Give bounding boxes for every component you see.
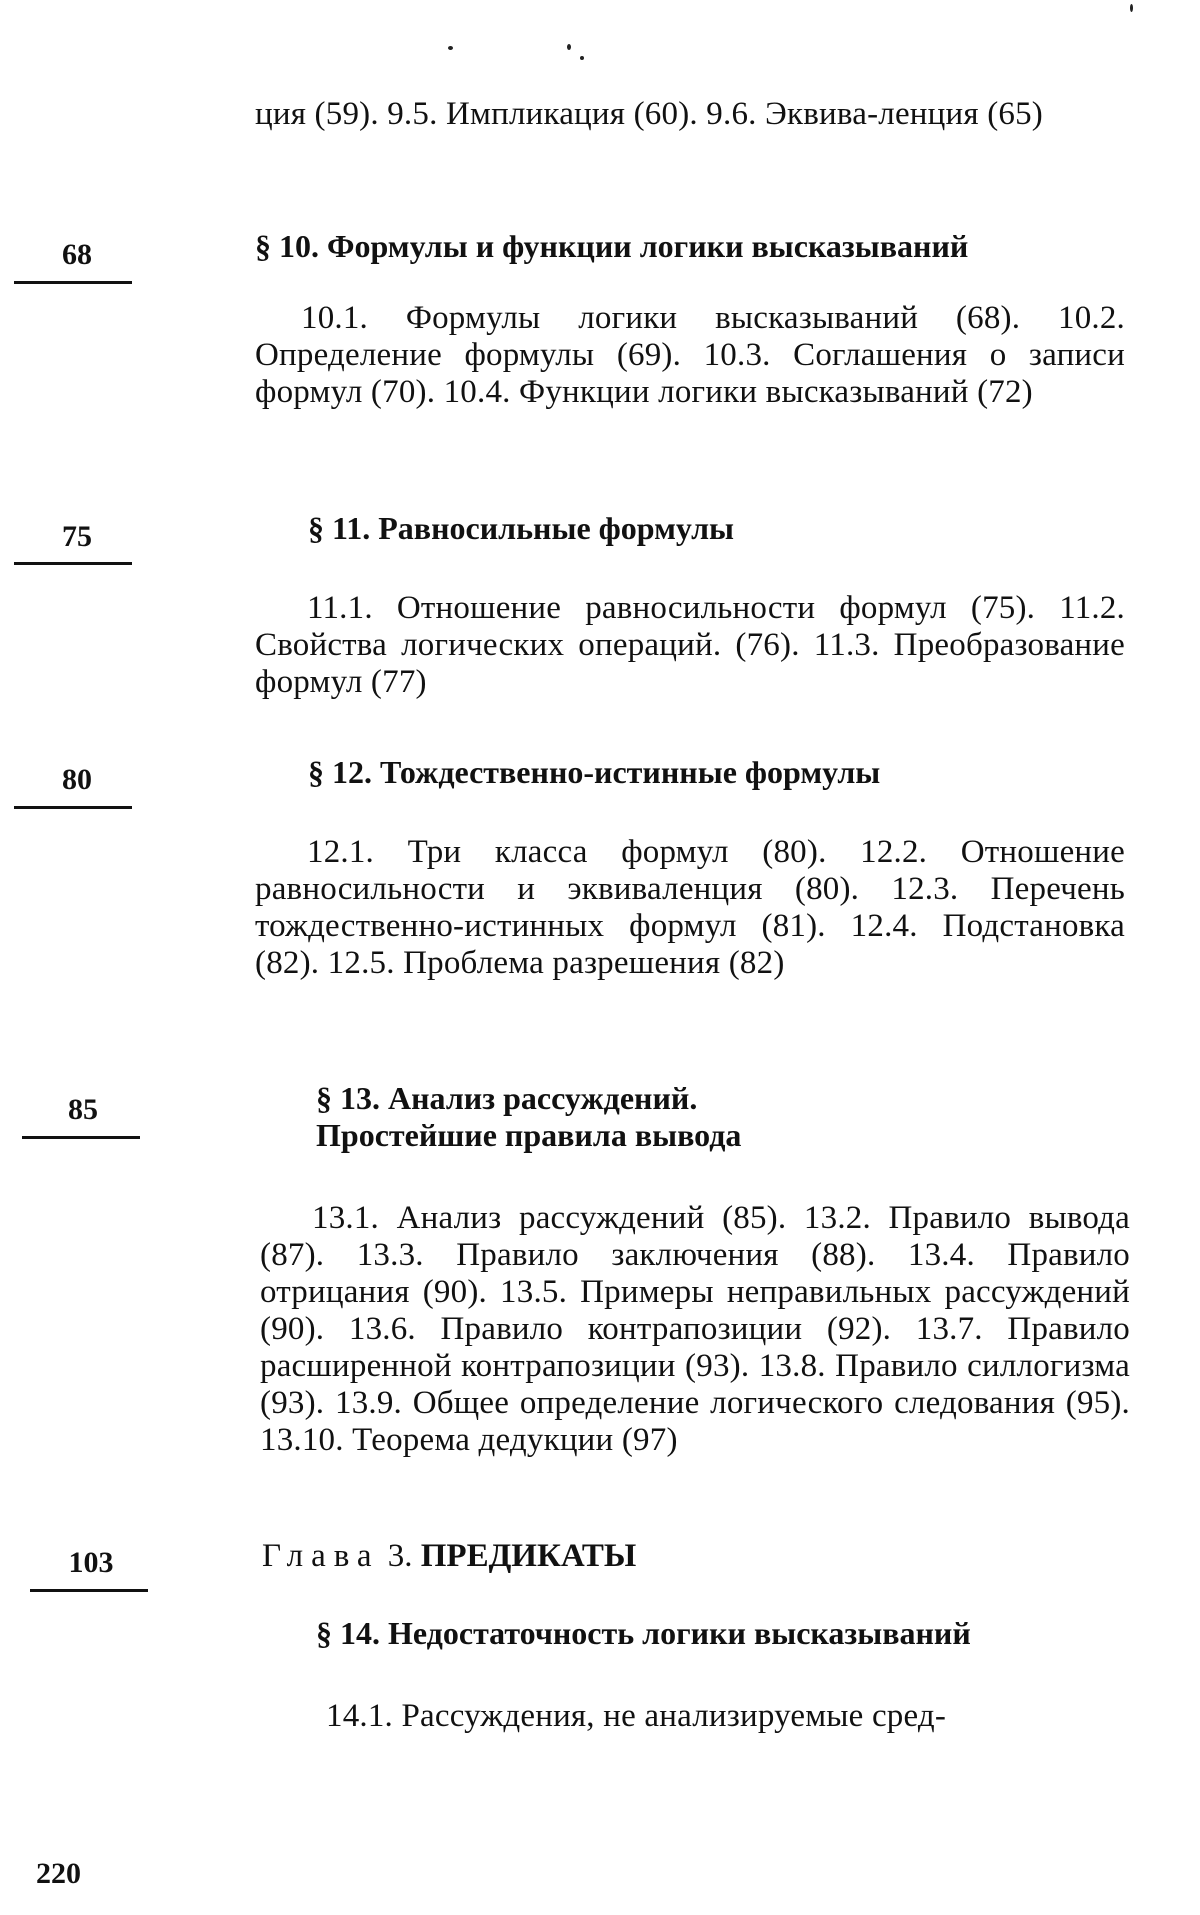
continued-text: ция (59). 9.5. Импликация (60). 9.6. Эквива-ленция (65) (255, 96, 1043, 132)
section-12-heading: § 12. Тождественно-истинные формулы (308, 754, 881, 790)
chapter-number: 3. (387, 1538, 413, 1574)
section-12-text: 12.1. Три класса формул (80). 12.2. Отношение равносильности и эквиваленция (80). 12.3. Перечень тождественно-истинных формул (81). 12.4. Подстановка (82). 12.5. Проблема разрешения (82) (255, 834, 1125, 981)
section-13-text: 13.1. Анализ рассуждений (85). 13.2. Правило вывода (87). 13.3. Правило заключения (88). 13.4. Правило отрицания (90). 13.5. Примеры неправильных рассуждений (90). 13.6. Правило контрапозиции (92). 13.7. Правило расширенной контрапозиции (93). 13.8. Правило силлогизма (93). 13.9. Общее определение логического следования (95). 13.10. Теорема дедукции (97) (260, 1200, 1130, 1458)
section-14-heading: § 14. Недостаточность логики высказываний (316, 1615, 971, 1651)
print-speck (1130, 4, 1133, 12)
section-13-heading-line2: Простейшие правила вывода (316, 1117, 742, 1153)
page-number-85: 85 (68, 1093, 98, 1126)
print-speck (580, 56, 584, 60)
section-11-text: 11.1. Отношение равносильности формул (75). 11.2. Свойства логических операций. (76). 11.3. Преобразование формул (77) (255, 590, 1125, 700)
section-11-entries (255, 590, 1125, 701)
section-13-heading-line1: § 13. Анализ рассуждений. (316, 1080, 698, 1116)
section-14-entries (260, 1698, 1130, 1735)
section-13-entries (260, 1200, 1130, 1459)
page-number-103: 103 (68, 1546, 114, 1579)
section-13-heading (316, 1080, 1156, 1154)
margin-rule (14, 806, 132, 809)
section-14-text: 14.1. Рассуждения, не анализируемые сред- (326, 1698, 947, 1734)
folio-page-number: 220 (36, 1857, 81, 1890)
page-number-80: 80 (62, 763, 92, 796)
margin-rule (14, 562, 132, 565)
chapter-name: ПРЕДИКАТЫ (420, 1538, 637, 1574)
margin-rule (30, 1589, 148, 1592)
section-10-text: 10.1. Формулы логики высказываний (68). 10.2. Определение формулы (69). 10.3. Соглашения о записи формул (70). 10.4. Функции логики высказываний (72) (255, 300, 1125, 410)
section-10-entries (255, 300, 1125, 411)
section-12-entries (255, 834, 1125, 982)
margin-rule (14, 281, 132, 284)
page-number-68: 68 (62, 238, 92, 271)
page-number-75: 75 (62, 520, 92, 553)
chapter-3-title (262, 1538, 1122, 1575)
print-speck (567, 44, 571, 50)
chapter-word: Глава (262, 1538, 380, 1574)
margin-rule (22, 1136, 140, 1139)
continued-entries (255, 96, 1125, 133)
print-speck (448, 46, 453, 50)
section-11-heading: § 11. Равносильные формулы (308, 510, 735, 546)
section-10-heading: § 10. Формулы и функции логики высказываний (255, 228, 969, 264)
